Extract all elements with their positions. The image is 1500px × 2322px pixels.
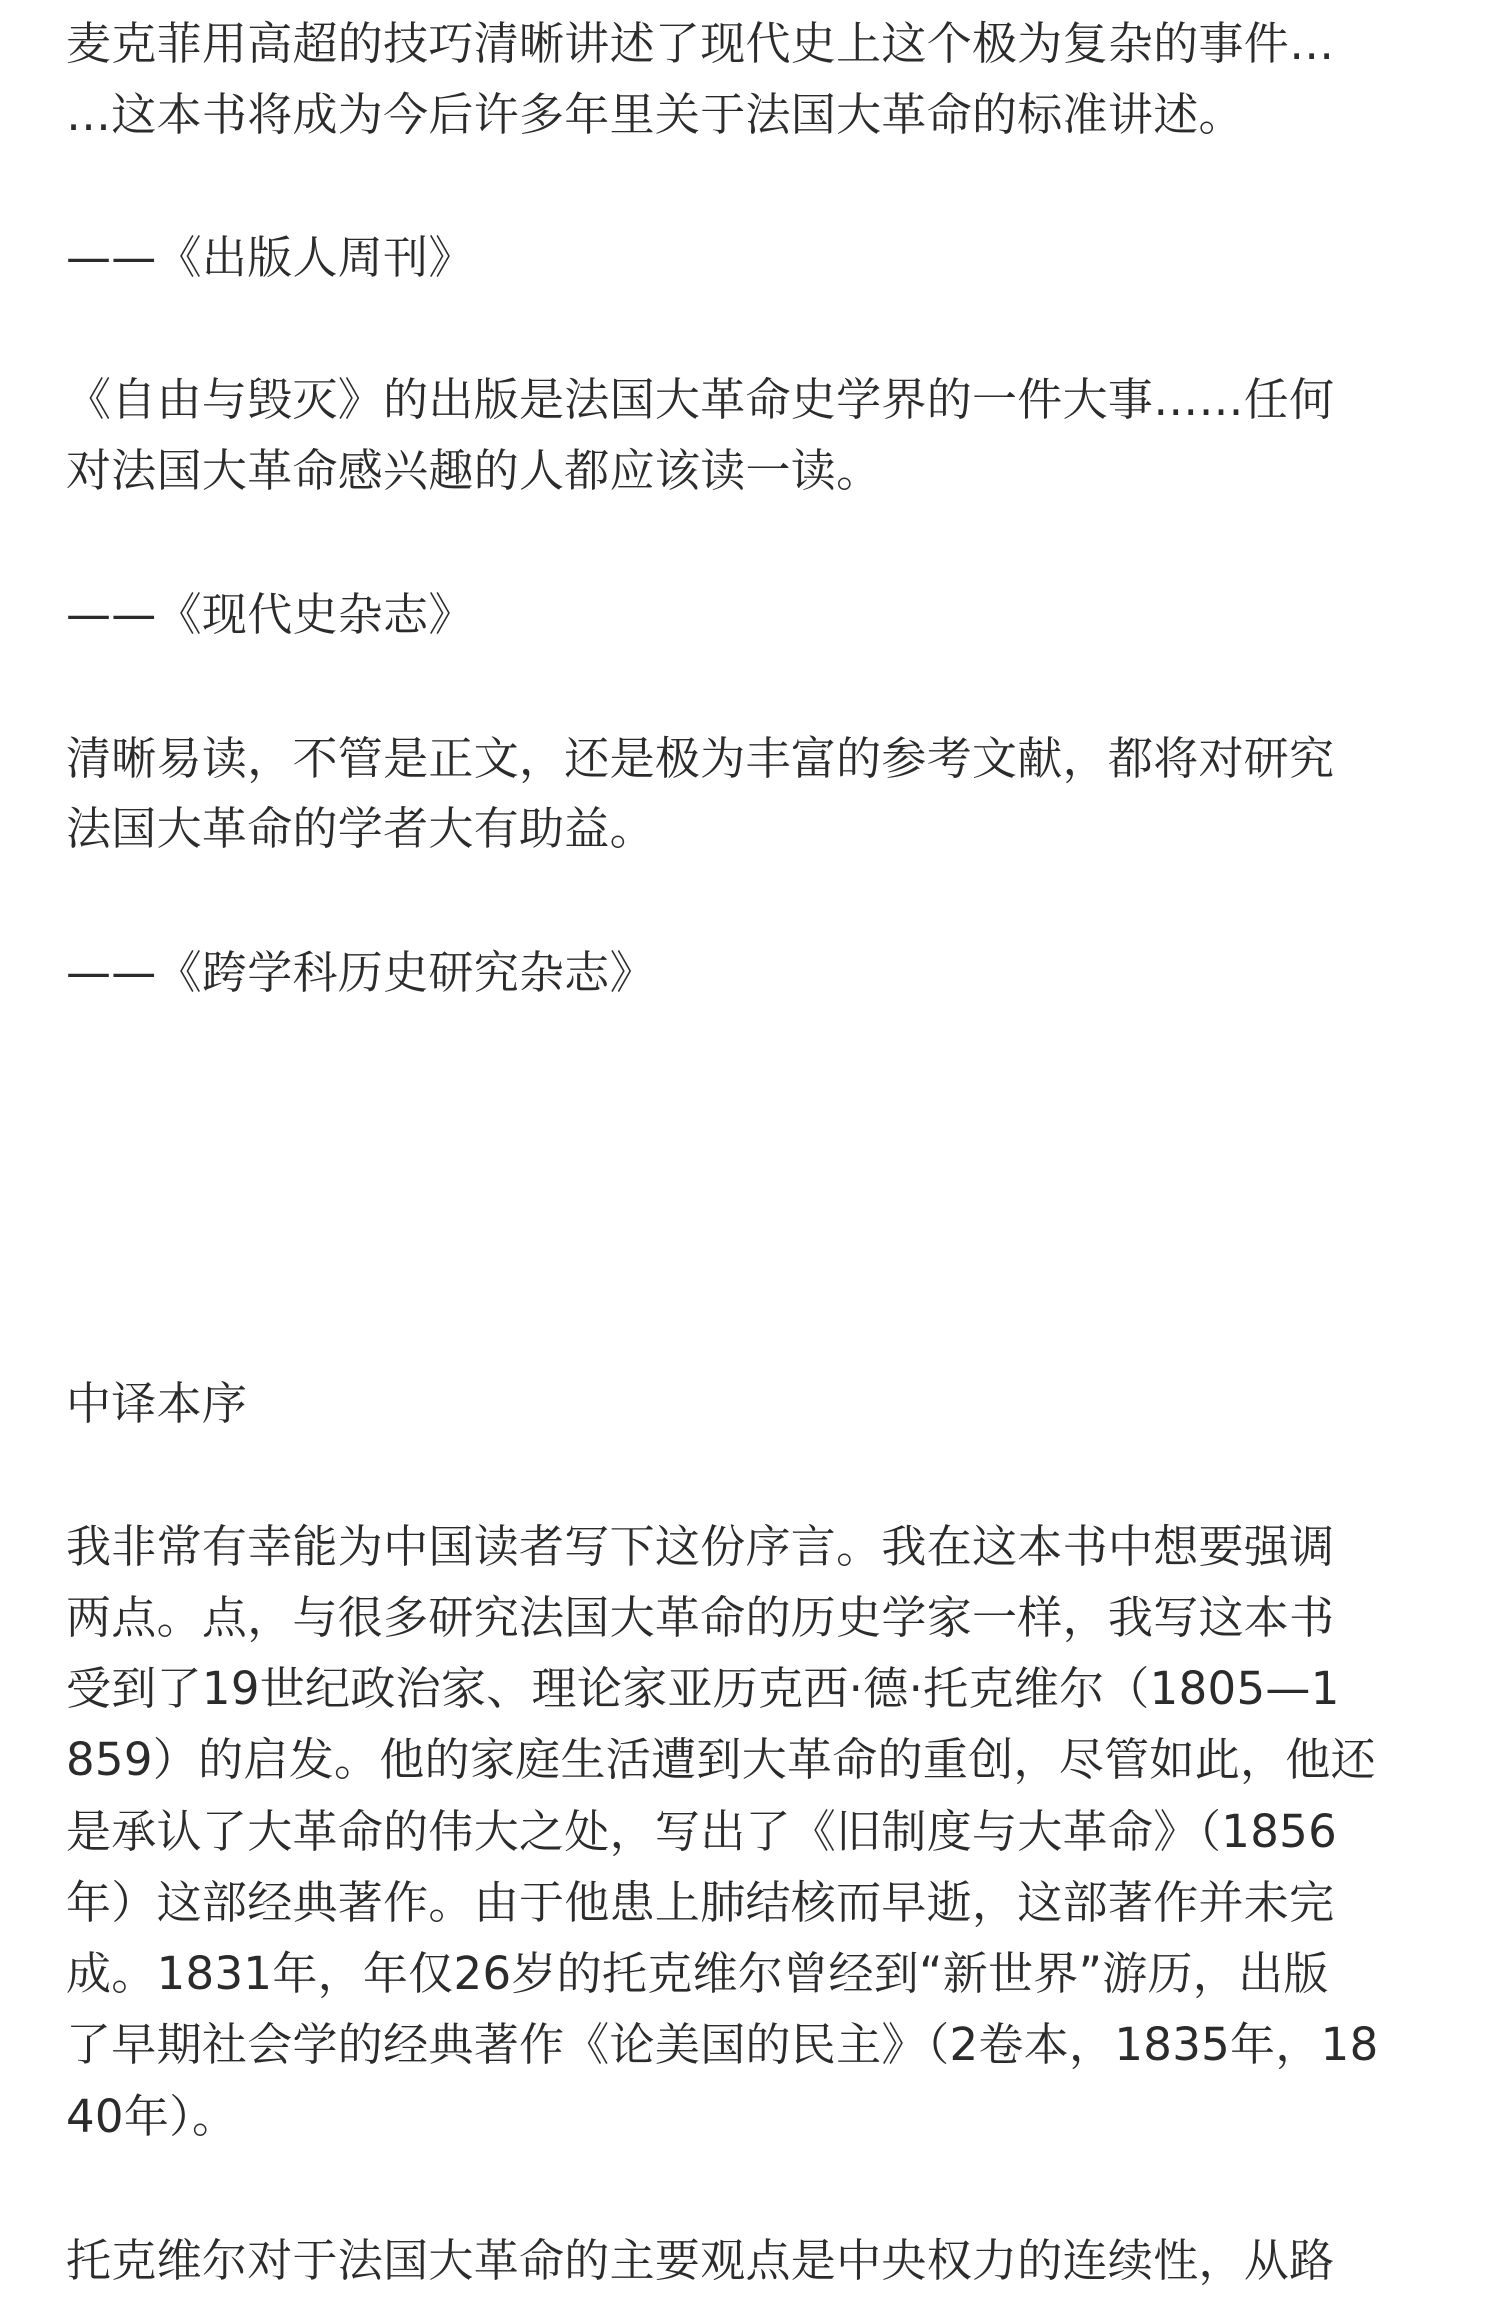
paragraph-1-line: 两点。点，与很多研究法国大革命的历史学家一样，我写这本书 [66, 1591, 1335, 1644]
review-2-source: ——《现代史杂志》 [66, 588, 474, 641]
paragraph-1-line: 了早期社会学的经典著作《论美国的民主》（2卷本，1835年，18 [66, 2018, 1379, 2071]
review-2-quote-line-1: 《自由与毁灭》的出版是法国大革命史学界的一件大事……任何 [66, 373, 1335, 426]
paragraph-1-line: 859）的启发。他的家庭生活遭到大革命的重创，尽管如此，他还 [66, 1733, 1376, 1786]
review-3-source: ——《跨学科历史研究杂志》 [66, 946, 655, 999]
paragraph-1-line: 受到了19世纪政治家、理论家亚历克西·德·托克维尔（1805—1 [66, 1662, 1340, 1715]
paragraph-1-line: 成。1831年，年仅26岁的托克维尔曾经到“新世界”游历，出版 [66, 1947, 1329, 2000]
paragraph-1-line: 40年）。 [66, 2090, 238, 2143]
review-1-quote-line-2: …这本书将成为今后许多年里关于法国大革命的标准讲述。 [66, 88, 1244, 141]
paragraph-1-line: 是承认了大革命的伟大之处，写出了《旧制度与大革命》（1856 [66, 1805, 1338, 1858]
review-1-quote-line-1: 麦克菲用高超的技巧清晰讲述了现代史上这个极为复杂的事件… [66, 17, 1335, 70]
review-3-quote-line-1: 清晰易读，不管是正文，还是极为丰富的参考文献，都将对研究 [66, 732, 1335, 785]
review-2-quote-line-2: 对法国大革命感兴趣的人都应该读一读。 [66, 444, 882, 497]
section-title: 中译本序 [66, 1377, 248, 1430]
paragraph-1-line: 年）这部经典著作。由于他患上肺结核而早逝，这部著作并未完 [66, 1876, 1335, 1929]
review-1-source: ——《出版人周刊》 [66, 231, 474, 284]
paragraph-1-line: 我非常有幸能为中国读者写下这份序言。我在这本书中想要强调 [66, 1520, 1335, 1573]
paragraph-2-line: 托克维尔对于法国大革命的主要观点是中央权力的连续性，从路 [66, 2234, 1335, 2287]
review-3-quote-line-2: 法国大革命的学者大有助益。 [66, 802, 655, 855]
